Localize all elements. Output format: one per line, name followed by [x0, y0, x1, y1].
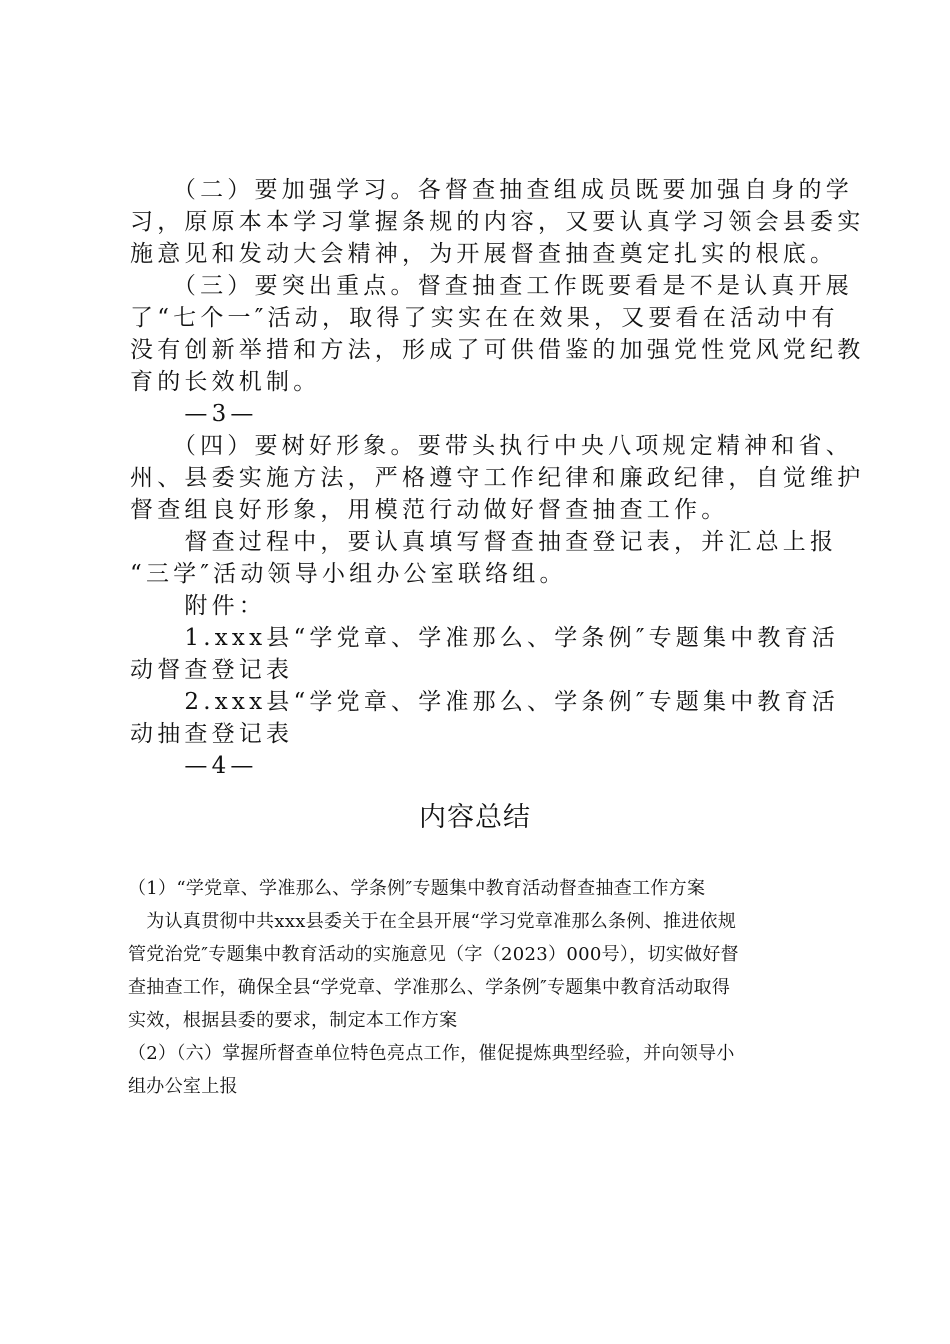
summary-line: 组办公室上报: [128, 1076, 238, 1097]
summary-line: （2）（六）掌握所督查单位特色亮点工作，催促提炼典型经验，并向领导小: [128, 1043, 735, 1064]
summary-line: 实效，根据县委的要求，制定本工作方案: [128, 1010, 458, 1031]
text-line: 没有创新举措和方法，形成了可供借鉴的加强党性党风党纪教: [130, 337, 865, 363]
text-line: 督查过程中，要认真填写督查抽查登记表，并汇总上报: [130, 529, 838, 555]
attachment-item: 1.xxx县“学党章、学准那么、学条例″专题集中教育活: [130, 625, 840, 651]
body-text: [130, 174, 865, 782]
attachment-item: 动督查登记表: [130, 657, 294, 683]
text-line: （二）要加强学习。各督查抽查组成员既要加强自身的学: [130, 177, 853, 203]
page-number: —3—: [130, 401, 258, 427]
attachment-item: 动抽查登记表: [130, 721, 294, 747]
summary-line: 查抽查工作，确保全县“学党章、学准那么、学条例″专题集中教育活动取得: [128, 977, 731, 998]
text-line: 施意见和发动大会精神，为开展督查抽查奠定扎实的根底。: [130, 241, 838, 267]
summary-text: [128, 872, 840, 1103]
text-line: “三学″活动领导小组办公室联络组。: [130, 561, 567, 587]
text-line: （三）要突出重点。督查抽查工作既要看是不是认真开展: [130, 273, 853, 299]
text-line: 习，原原本本学习掌握条规的内容，又要认真学习领会县委实: [130, 209, 865, 235]
summary-line: （1）“学党章、学准那么、学条例″专题集中教育活动督查抽查工作方案: [128, 878, 706, 899]
summary-line: 管党治党″专题集中教育活动的实施意见（字（2023）000号），切实做好督: [128, 944, 739, 965]
summary-line: 为认真贯彻中共xxx县委关于在全县开展“学习党章准那么条例、推进依规: [128, 911, 737, 932]
text-line: 州、县委实施方法，严格遵守工作纪律和廉政纪律，自觉维护: [130, 465, 865, 491]
text-line: 育的长效机制。: [130, 369, 321, 395]
text-line: 附件：: [130, 593, 266, 619]
text-line: 了“七个一″活动，取得了实实在在效果，又要看在活动中有: [130, 305, 839, 331]
text-line: 督查组良好形象，用模范行动做好督查抽查工作。: [130, 497, 729, 523]
page-number: —4—: [130, 753, 258, 779]
attachment-item: 2.xxx县“学党章、学准那么、学条例″专题集中教育活: [130, 689, 840, 715]
text-line: （四）要树好形象。要带头执行中央八项规定精神和省、: [130, 433, 853, 459]
summary-title: 内容总结: [419, 802, 531, 833]
